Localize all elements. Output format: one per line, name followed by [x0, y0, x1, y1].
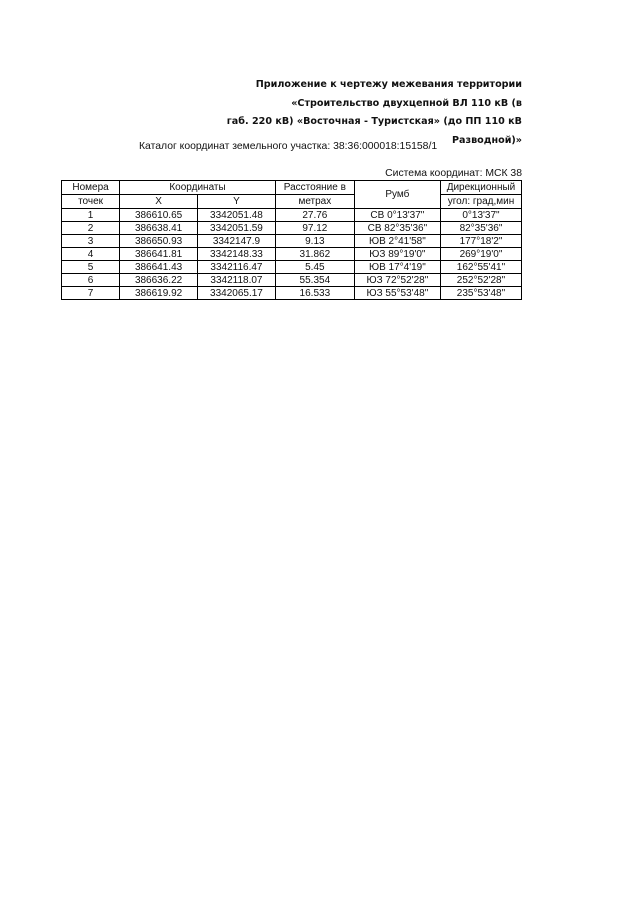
- x-cell: 386610.65: [120, 209, 198, 222]
- coordinate-system-label: Система координат: МСК 38: [385, 168, 522, 179]
- rumb-cell: СВ 0°13'37": [354, 209, 440, 222]
- x-cell: 386636.22: [120, 274, 198, 287]
- x-cell: 386641.81: [120, 248, 198, 261]
- x-cell: 386619.92: [120, 287, 198, 300]
- y-cell: 3342065.17: [198, 287, 276, 300]
- angle-cell: 0°13'37": [440, 209, 521, 222]
- y-cell: 3342147.9: [198, 235, 276, 248]
- angle-header-cell-2: угол: град,мин: [440, 195, 521, 209]
- rumb-cell: ЮЗ 89°19'0": [354, 248, 440, 261]
- y-cell: 3342116.47: [198, 261, 276, 274]
- table-row: [62, 261, 522, 274]
- rumb-cell: ЮЗ 55°53'48": [354, 287, 440, 300]
- point-number-cell: 4: [62, 248, 120, 261]
- distance-cell: 9.13: [275, 235, 354, 248]
- y-cell: 3342051.59: [198, 222, 276, 235]
- angle-cell: 177°18'2": [440, 235, 521, 248]
- distance-cell: 55.354: [275, 274, 354, 287]
- distance-header-cell: Расстояние в: [275, 181, 354, 195]
- table-header-row: [62, 195, 522, 209]
- rumb-cell: СВ 82°35'36": [354, 222, 440, 235]
- distance-cell: 16.533: [275, 287, 354, 300]
- appendix-title: [192, 76, 522, 150]
- angle-cell: 82°35'36": [440, 222, 521, 235]
- appendix-title-line: Разводной)»: [451, 134, 522, 146]
- angle-header-cell: Дирекционный: [440, 181, 521, 195]
- point-number-cell: 2: [62, 222, 120, 235]
- distance-cell: 97.12: [275, 222, 354, 235]
- angle-cell: 162°55'41": [440, 261, 521, 274]
- table-row: [62, 248, 522, 261]
- x-header-cell: X: [120, 195, 198, 209]
- appendix-title-line: габ. 220 кВ) «Восточная - Туристская» (до ПП 110 кВ: [226, 116, 522, 128]
- angle-cell: 235°53'48": [440, 287, 521, 300]
- table-row: [62, 287, 522, 300]
- y-cell: 3342051.48: [198, 209, 276, 222]
- table-row: [62, 274, 522, 287]
- rumb-cell: ЮВ 17°4'19": [354, 261, 440, 274]
- coordinates-table: [61, 180, 522, 300]
- x-cell: 386650.93: [120, 235, 198, 248]
- angle-cell: 252°52'28": [440, 274, 521, 287]
- points-header-cell-2: точек: [62, 195, 120, 209]
- y-cell: 3342148.33: [198, 248, 276, 261]
- table-row: [62, 209, 522, 222]
- appendix-title-line: «Строительство двухцепной ВЛ 110 кВ (в: [291, 97, 522, 109]
- x-cell: 386638.41: [120, 222, 198, 235]
- distance-cell: 27.76: [275, 209, 354, 222]
- table-row: [62, 235, 522, 248]
- point-number-cell: 6: [62, 274, 120, 287]
- rumb-header-cell: Румб: [354, 181, 440, 209]
- distance-cell: 5.45: [275, 261, 354, 274]
- point-number-cell: 1: [62, 209, 120, 222]
- y-cell: 3342118.07: [198, 274, 276, 287]
- catalog-caption: Каталог координат земельного участка: 38:36:000018:15158/1: [139, 141, 438, 152]
- rumb-cell: ЮЗ 72°52'28": [354, 274, 440, 287]
- rumb-cell: ЮВ 2°41'58": [354, 235, 440, 248]
- y-header-cell: Y: [198, 195, 276, 209]
- point-number-cell: 3: [62, 235, 120, 248]
- points-header-cell: Номера: [62, 181, 120, 195]
- appendix-title-line: Приложение к чертежу межевания территории: [255, 79, 522, 90]
- point-number-cell: 5: [62, 261, 120, 274]
- x-cell: 386641.43: [120, 261, 198, 274]
- table-header-row: [62, 181, 522, 195]
- distance-cell: 31.862: [275, 248, 354, 261]
- distance-header-cell-2: метрах: [275, 195, 354, 209]
- coords-header-cell: Координаты: [120, 181, 276, 195]
- point-number-cell: 7: [62, 287, 120, 300]
- table-row: [62, 222, 522, 235]
- angle-cell: 269°19'0": [440, 248, 521, 261]
